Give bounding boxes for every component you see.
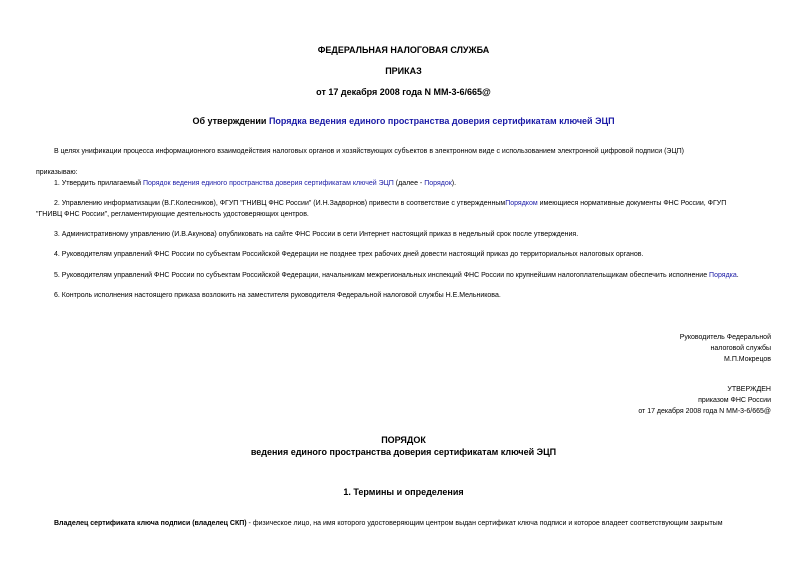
item-1-link-procedure[interactable]: Порядок ведения единого пространства доверия сертификатам ключей ЭЦП	[142, 180, 394, 187]
order-word: приказываю:	[36, 169, 78, 176]
item-2-continued: "ГНИВЦ ФНС России", регламентирующие деятельность удостоверяющих центров.	[36, 211, 309, 218]
item-5: 5. Руководителям управлений ФНС России по субъектам Российской Федерации, начальникам межрегиональных инспекций ФНС России по крупнейшим налогоплательщикам обеспечить исполнение Порядка.	[54, 272, 739, 279]
term-definition: - физическое лицо, на имя которого удостоверяющим центром выдан сертификат ключа подписи и которое владеет соответствующим закрытым	[246, 520, 723, 527]
term-paragraph	[54, 518, 723, 529]
item-6: 6. Контроль исполнения настоящего приказа возложить на заместителя руководителя Федеральной налоговой службы Н.Е.Мельникова.	[54, 292, 501, 299]
item-1: 1. Утвердить прилагаемый Порядок ведения единого пространства доверия сертификатам ключей ЭЦП (далее - Порядок).	[54, 180, 457, 187]
approved-label: УТВЕРЖДЕН	[727, 386, 771, 393]
agency-heading: ФЕДЕРАЛЬНАЯ НАЛОГОВАЯ СЛУЖБА	[317, 45, 490, 55]
signature-line-2: налоговой службы	[710, 345, 771, 352]
annex-subtitle: ведения единого пространства доверия сертификатам ключей ЭЦП	[250, 447, 557, 457]
title-prefix: Об утверждении	[192, 116, 269, 126]
signature-name: М.П.Мокрецов	[724, 356, 771, 363]
item-2-link[interactable]: Порядком	[505, 200, 538, 207]
item-2: 2. Управлению информатизации (В.Г.Колесников), ФГУП "ГНИВЦ ФНС России" (И.Н.Задворнов) привести в соответствие с утвержденнымПорядком имеющиеся нормативные документы ФНС России, ФГУП	[54, 200, 727, 207]
approved-order: приказом ФНС России	[698, 397, 771, 404]
annex-title: ПОРЯДОК	[381, 435, 426, 445]
section-heading: 1. Термины и определения	[343, 487, 464, 497]
item-4: 4. Руководителям управлений ФНС России по субъектам Российской Федерации не позднее трех рабочих дней довести настоящий приказ до территориальных налоговых органов.	[54, 251, 644, 258]
item-1-link-short[interactable]: Порядок	[424, 180, 452, 187]
doc-date-heading: от 17 декабря 2008 года N ММ-3-6/665@	[316, 87, 491, 97]
term-name: Владелец сертификата ключа подписи (владелец СКП)	[54, 520, 247, 527]
document-title	[0, 116, 807, 126]
approved-date: от 17 декабря 2008 года N ММ-3-6/665@	[638, 408, 771, 415]
item-5-link[interactable]: Порядка	[709, 272, 737, 279]
signature-line-1: Руководитель Федеральной	[679, 334, 771, 341]
intro-paragraph: В целях унификации процесса информационного взаимодействия налоговых органов и хозяйствующих субъектов в электронном виде с использованием электронной цифровой подписи (ЭЦП)	[54, 148, 685, 155]
item-3: 3. Административному управлению (И.В.Акунова) опубликовать на сайте ФНС России в сети Интернет настоящий приказ в недельный срок после утверждения.	[54, 231, 579, 238]
title-link[interactable]: Порядка ведения единого пространства доверия сертификатам ключей ЭЦП	[268, 116, 615, 126]
doc-type-heading: ПРИКАЗ	[385, 66, 422, 76]
